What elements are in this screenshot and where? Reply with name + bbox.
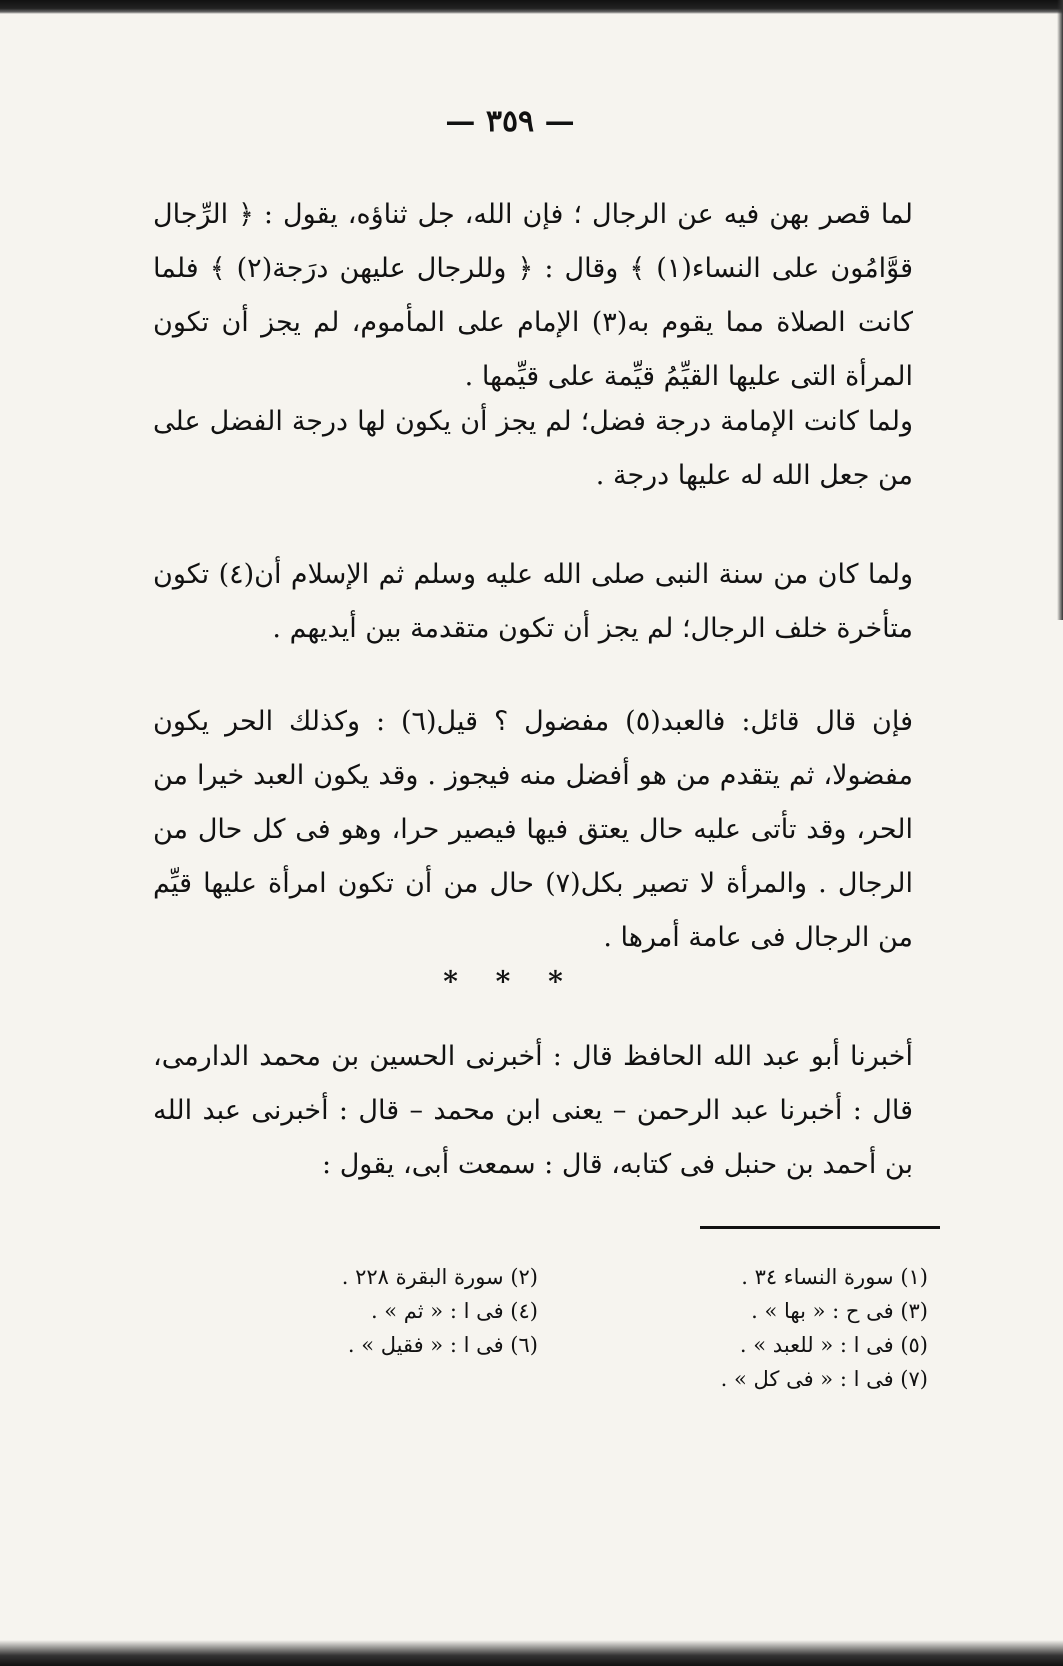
paragraph-3: ولما كان من سنة النبى صلى الله عليه وسلم ثم الإسلام أن(٤) تكون متأخرة خلف الرجال؛ لم يجز أن تكون متقدمة بين أيديهم . — [153, 559, 914, 644]
footnotes — [208, 1262, 928, 1394]
paragraph-5: أخبرنا أبو عبد الله الحافظ قال : أخبرنى الحسين بن محمد الدارمى، قال : أخبرنا عبد الرحمن – يعنى ابن محمد – قال : أخبرنى عبد الله بن أحمد بن حنبل فى كتابه، قال : سمعت أبى، يقول : — [153, 1041, 913, 1180]
footnote-6: (٦) فى ا : « فقيل » . — [347, 1333, 538, 1357]
footnote-7: (٧) فى ا : « فى كل » . — [720, 1367, 928, 1391]
page-number: — ٣٥٩ — — [445, 104, 575, 139]
section-separator: * * * — [443, 965, 577, 998]
paragraph-2: ولما كانت الإمامة درجة فضل؛ لم يجز أن يكون لها درجة الفضل على من جعل الله له عليها درجة . — [153, 406, 913, 491]
scan-bottom-edge — [0, 1640, 1063, 1666]
footnote-rule — [700, 1226, 940, 1229]
scan-top-edge — [0, 0, 1063, 14]
footnote-5: (٥) فى ا : « للعبد » . — [739, 1333, 928, 1357]
paragraph-4: فإن قال قائل: فالعبد(٥) مفضول ؟ قيل(٦) : وكذلك الحر يكون مفضولا، ثم يتقدم من هو أفضل منه فيجوز . وقد يكون العبد خيرا من الحر، وقد تأتى عليه حال يعتق فيها فيصير حرا، وهو فى كل حال من الرجال . والمرأة لا تصير بكل(٧) حال من أن تكون امرأة عليها قيِّم من الرجال فى عامة أمرها . — [153, 706, 914, 953]
footnote-1: (١) سورة النساء ٣٤ . — [741, 1265, 928, 1289]
scan-right-edge — [1057, 0, 1063, 620]
footnote-2: (٢) سورة البقرة ٢٢٨ . — [341, 1265, 538, 1289]
paragraph-1: لما قصر بهن فيه عن الرجال ؛ فإن الله، جل ثناؤه، يقول : ﴿ الرِّجال قوَّامُون على النساء(١) ﴾ وقال : ﴿ وللرجال عليهن درَجة(٢) ﴾ فلما كانت الصلاة مما يقوم به(٣) الإمام على المأموم، لم يجز أن تكون المرأة التى عليها القيِّمُ قيِّمة على قيِّمها . — [153, 199, 914, 392]
footnote-3: (٣) فى ح : « بها » . — [751, 1299, 928, 1323]
footnote-4: (٤) فى ا : « ثم » . — [370, 1299, 538, 1323]
